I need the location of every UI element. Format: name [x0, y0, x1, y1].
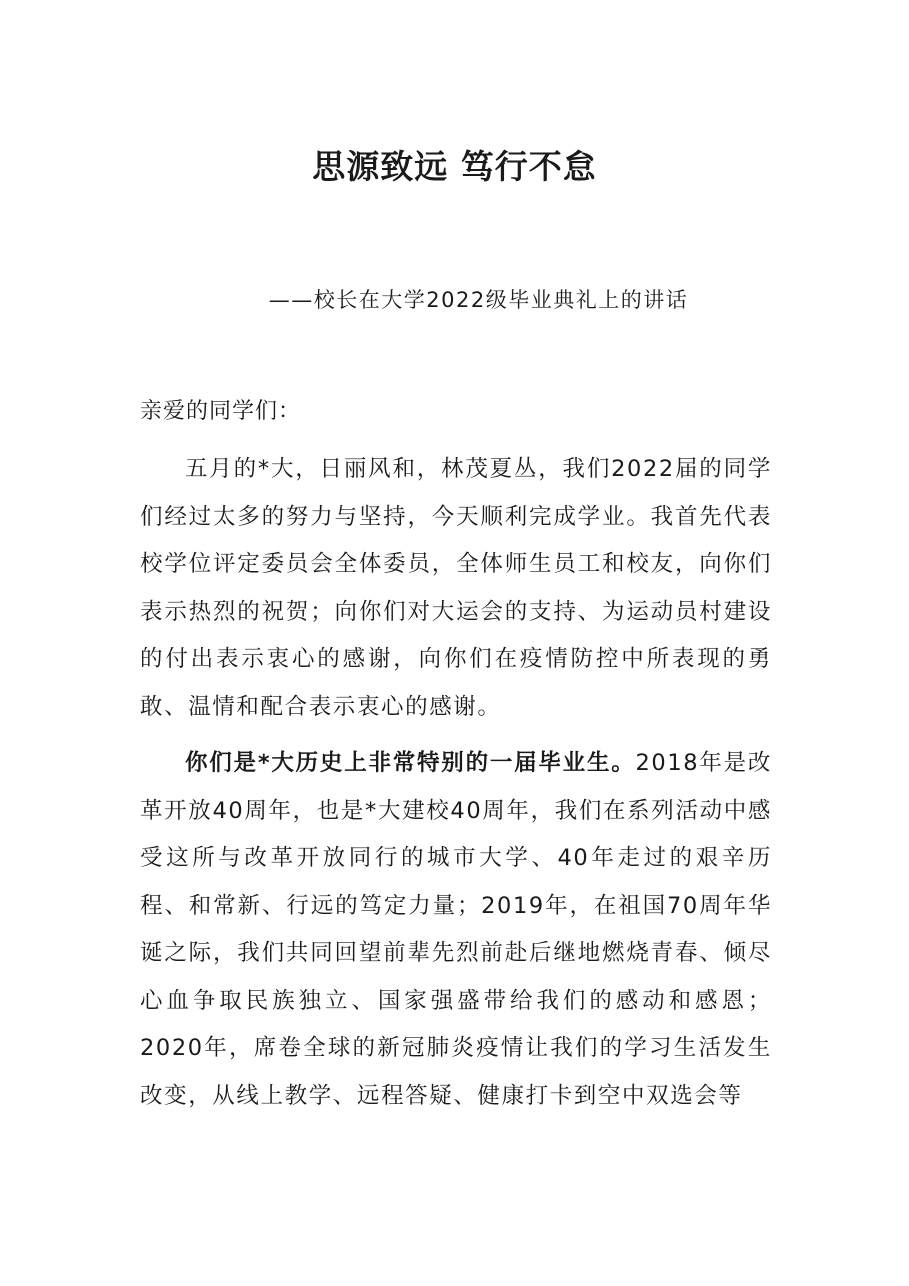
- salutation: 亲爱的同学们：: [140, 399, 302, 424]
- paragraph-1-text: 五月的*大，日丽风和，林茂夏丛，我们2022届的同学们经过太多的努力与坚持，今天顺利完成学业。我首先代表校学位评定委员会全体委员，全体师生员工和校友，向你们表示热烈的祝贺；向你们对大运会的支持、为运动员村建设的付出表示衷心的感谢，向你们在疫情防控中所表现的勇敢、温情和配合表示衷心的感谢。: [140, 456, 772, 720]
- paragraph-1: [140, 446, 772, 731]
- paragraph-2: [140, 740, 772, 1120]
- document-subtitle: ——校长在大学2022级毕业典礼上的讲话: [268, 288, 689, 312]
- document-title: 思源致远 笃行不怠: [312, 147, 597, 186]
- paragraph-2-text: 2018年是改革开放40周年，也是*大建校40周年，我们在系列活动中感受这所与改革开放同行的城市大学、40年走过的艰辛历程、和常新、行远的笃定力量；2019年，在祖国70周年华诞之际，我们共同回望前辈先烈前赴后继地燃烧青春、倾尽心血争取民族独立、国家强盛带给我们的感动和感恩；2020年，席卷全球的新冠肺炎疫情让我们的学习生活发生改变，从线上教学、远程答疑、健康打卡到空中双选会等: [140, 750, 772, 1109]
- paragraph-2-bold-lead: 你们是*大历史上非常特别的一届毕业生。: [185, 750, 636, 776]
